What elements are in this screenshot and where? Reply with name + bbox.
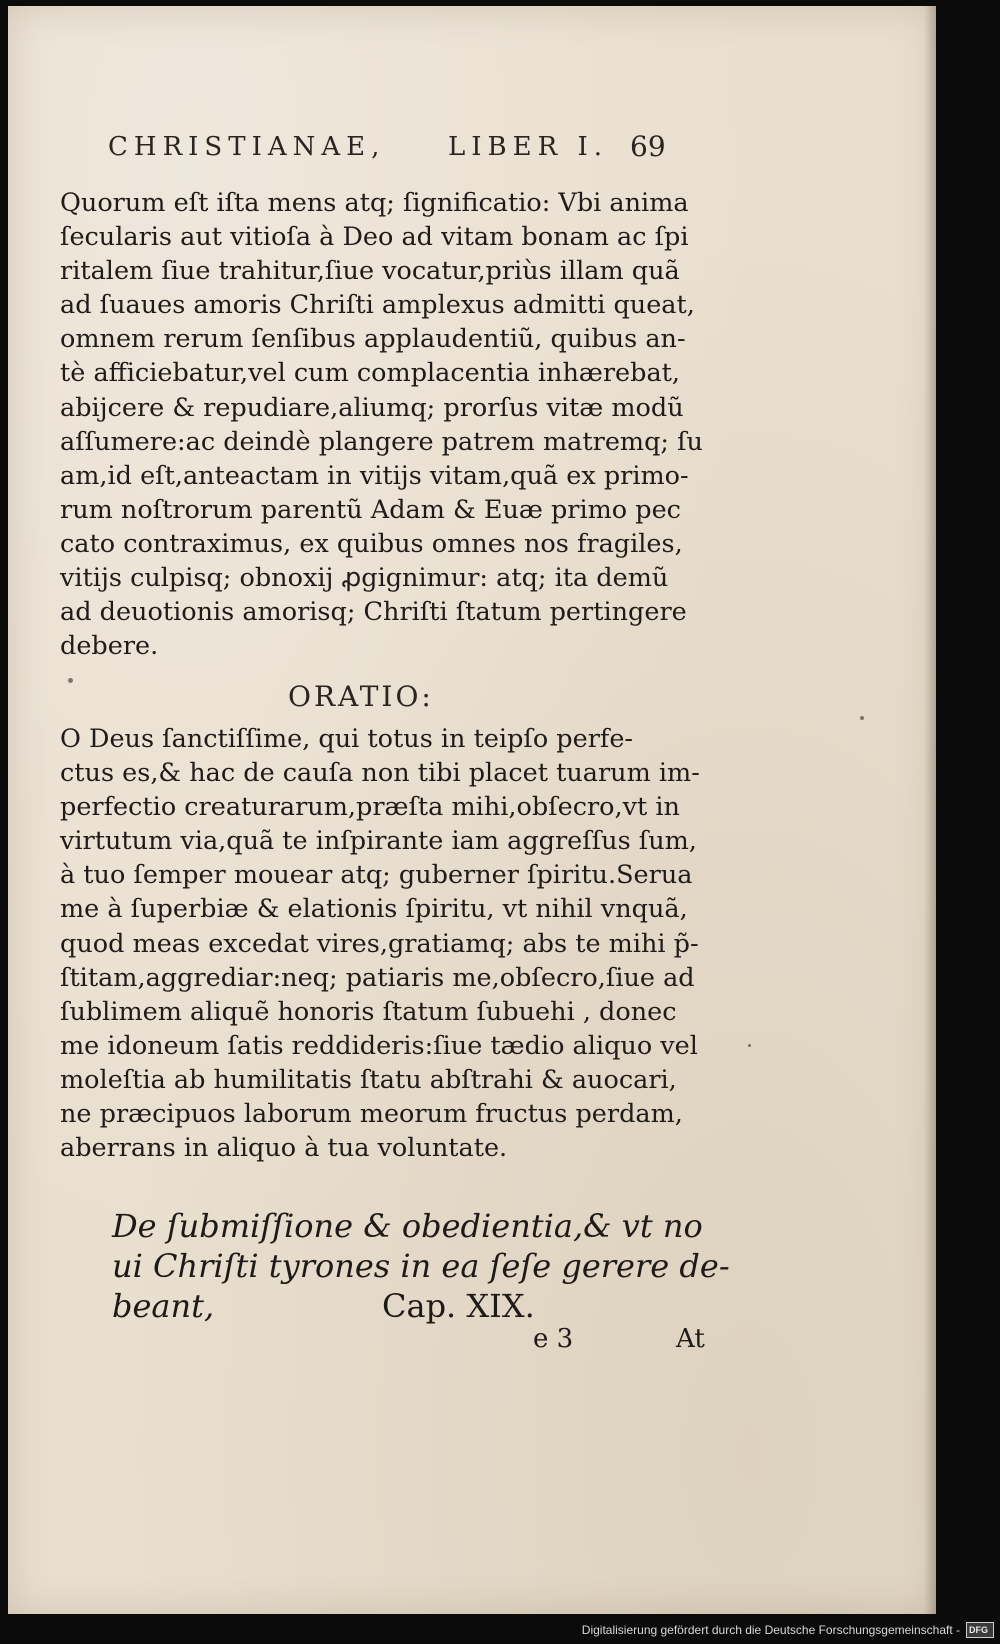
dfg-logo-text: DFG: [969, 1625, 988, 1635]
text-line: ctus es,& hac de cauſa non tibi placet tuarum im-: [60, 758, 700, 789]
catchword: At: [676, 1324, 705, 1354]
running-head: [108, 132, 748, 172]
text-line: quod meas excedat vires,gratiamq; abs te mihi p̃-: [60, 928, 699, 959]
text-line: tè afficiebatur,vel cum complacentia inhærebat,: [60, 358, 681, 389]
paper-speck: [748, 1044, 751, 1047]
text-line: me idoneum ſatis reddideris:ſiue tædio aliquo vel: [60, 1030, 698, 1061]
text-line: ad ſuaues amoris Chriſti amplexus admitti queat,: [60, 290, 695, 321]
page-number: 69: [630, 130, 666, 163]
text-line: moleſtia ab humilitatis ſtatu abſtrahi & auocari,: [60, 1064, 677, 1095]
text-line: perfectio creaturarum,præſta mihi,obſecro,vt in: [60, 792, 680, 823]
text-line: ſublimem aliquẽ honoris ſtatum ſubuehi , donec: [60, 996, 677, 1027]
chapter-title-line: ui Chriſti tyrones in ea ſeſe gerere de-: [112, 1247, 730, 1285]
text-line: O Deus ſanctiſſime, qui totus in teipſo perfe-: [60, 724, 634, 754]
chapter-title-line: beant,: [112, 1287, 215, 1325]
text-line: me à ſuperbiæ & elationis ſpiritu, vt nihil vnquã,: [60, 894, 688, 925]
text-line: ad deuotionis amorisq; Chriſti ſtatum pertingere: [60, 597, 687, 628]
oratio-heading: ORATIO:: [288, 680, 434, 713]
running-head-title: CHRISTIANAE,: [108, 132, 386, 162]
body-paragraph: [60, 186, 710, 663]
text-line: ſtitam,aggrediar:neq; patiaris me,obſecro,ſiue ad: [60, 962, 695, 993]
text-line: rum noſtrorum parentũ Adam & Euæ primo pec: [60, 494, 681, 525]
signature-mark: e 3: [533, 1324, 574, 1354]
text-line: virtutum via,quã te inſpirante iam aggreſſus ſum,: [60, 826, 697, 857]
text-line: Quorum eſt iſta mens atq; ſignificatio: Vbi anima: [60, 188, 689, 218]
text-line: abijcere & repudiare,aliumq; prorſus vitæ modũ: [60, 392, 684, 423]
paper-speck: [860, 716, 864, 720]
text-line: ſecularis aut vitioſa à Deo ad vitam bonam ac ſpi: [60, 222, 689, 253]
text-line: debere.: [60, 631, 159, 662]
text-line: ritalem ſiue trahitur,ſiue vocatur,priùs illam quã: [60, 256, 680, 287]
text-line: cato contraximus, ex quibus omnes nos fragiles,: [60, 528, 683, 559]
text-line: omnem rerum ſenſibus applaudentiũ, quibus an-: [60, 324, 686, 355]
text-line: vitijs culpisq; obnoxij ꝓgignimur: atq; ita demũ: [60, 563, 669, 594]
book-page: [8, 6, 936, 1614]
text-line: ne præcipuos laborum meorum fructus perdam,: [60, 1099, 683, 1130]
chapter-title: [112, 1206, 730, 1326]
text-line: aſſumere:ac deindè plangere patrem matremq; ſu: [60, 426, 703, 457]
text-line: am,id eſt,anteactam in vitijs vitam,quã ex primo-: [60, 460, 689, 491]
credit-text: Digitalisierung gefördert durch die Deutsche Forschungsgemeinschaft -: [581, 1623, 960, 1637]
chapter-number: Cap. XIX.: [382, 1287, 535, 1325]
prayer-paragraph: [60, 722, 710, 1165]
text-line: à tuo ſemper mouear atq; guberner ſpiritu.Serua: [60, 860, 693, 891]
paper-speck: [68, 678, 73, 683]
page-edge-shadow: [924, 6, 936, 1614]
chapter-title-line: De ſubmiſſione & obedientia,& vt no: [112, 1207, 703, 1245]
running-head-book: LIBER I.: [448, 132, 608, 162]
digitization-credit: [582, 1620, 994, 1640]
dfg-logo-icon: [966, 1622, 994, 1638]
text-line: aberrans in aliquo à tua voluntate.: [60, 1133, 508, 1164]
